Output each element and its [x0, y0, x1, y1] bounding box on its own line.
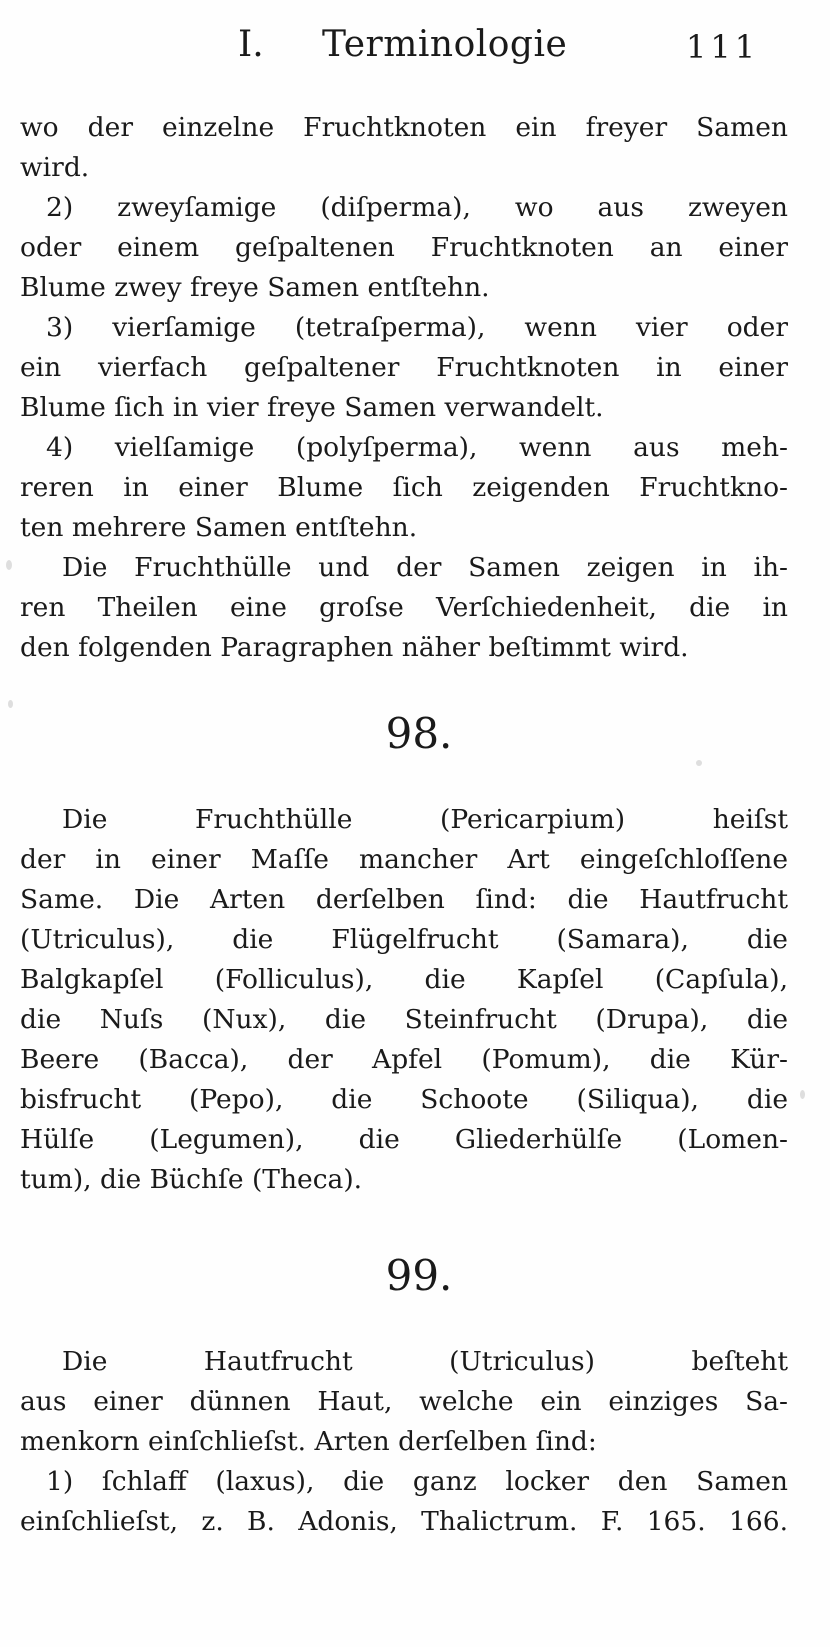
text-line: einſchlieſst, z. B. Adonis, Thalictrum. F. 165. 166. — [20, 1506, 788, 1537]
list-item-line: 1) ſchlaff (laxus), die ganz locker den Samen — [46, 1466, 788, 1497]
text-line: Beere (Bacca), der Apfel (Pomum), die Kür- — [20, 1044, 788, 1075]
print-blemish — [6, 560, 12, 570]
print-blemish — [8, 700, 13, 708]
text-line: ten mehrere Samen entſtehn. — [20, 512, 418, 543]
text-line: Hülſe (Legumen), die Gliederhülſe (Lomen- — [20, 1124, 788, 1155]
list-item-line: 2) zweyſamige (diſperma), wo aus zweyen — [46, 192, 788, 223]
paragraph-first-line: Die Hautfrucht (Utriculus) beſteht — [62, 1346, 788, 1377]
text-line: Blume ſich in vier freye Samen verwandelt. — [20, 392, 604, 423]
text-line: wo der einzelne Fruchtknoten ein freyer Samen — [20, 112, 788, 143]
spacer — [20, 1200, 788, 1226]
list-item-line: 3) vierſamige (tetraſperma), wenn vier oder — [46, 312, 788, 343]
text-line: Blume zwey freye Samen entſtehn. — [20, 272, 490, 303]
text-line: Balgkapſel (Folliculus), die Kapſel (Capſula), — [20, 964, 788, 995]
text-line: der in einer Maſſe mancher Art eingeſchloſſene — [20, 844, 788, 875]
text-line: (Utriculus), die Flügelfrucht (Samara), die — [20, 924, 788, 955]
print-blemish — [696, 760, 702, 766]
running-head — [0, 24, 830, 74]
spacer — [20, 784, 788, 800]
spacer — [20, 668, 788, 684]
section-number-99: 99. — [385, 1251, 453, 1300]
text-line: Same. Die Arten derſelben ſind: die Hautfrucht — [20, 884, 788, 915]
page-body — [20, 108, 788, 1542]
paragraph-first-line: Die Fruchthülle und der Samen zeigen in ih- — [62, 552, 788, 583]
print-blemish — [800, 1090, 805, 1099]
text-line: menkorn einſchlieſst. Arten derſelben ſind: — [20, 1426, 597, 1457]
text-line: die Nuſs (Nux), die Steinfrucht (Drupa), die — [20, 1004, 788, 1035]
text-line: wird. — [20, 152, 90, 183]
page-number: 111 — [686, 28, 760, 66]
section-number-98: 98. — [385, 709, 453, 758]
text-line: aus einer dünnen Haut, welche ein einziges Sa- — [20, 1386, 788, 1417]
chapter-title: Terminologie — [322, 24, 568, 65]
text-line: oder einem geſpaltenen Fruchtknoten an einer — [20, 232, 788, 263]
text-line: reren in einer Blume ſich zeigenden Fruchtkno- — [20, 472, 788, 503]
paragraph-first-line: Die Fruchthülle (Pericarpium) heiſst — [62, 804, 788, 835]
text-line: ein vierfach geſpaltener Fruchtknoten in einer — [20, 352, 788, 383]
chapter-number: I. — [238, 24, 264, 65]
text-line: bisfrucht (Pepo), die Schoote (Siliqua), die — [20, 1084, 788, 1115]
text-line: den folgenden Paragraphen näher beſtimmt wird. — [20, 632, 689, 663]
text-line: tum), die Büchſe (Theca). — [20, 1164, 363, 1195]
list-item-line: 4) vielſamige (polyſperma), wenn aus meh- — [46, 432, 788, 463]
spacer — [20, 1326, 788, 1342]
text-line: ren Theilen eine groſse Verſchiedenheit, die in — [20, 592, 788, 623]
